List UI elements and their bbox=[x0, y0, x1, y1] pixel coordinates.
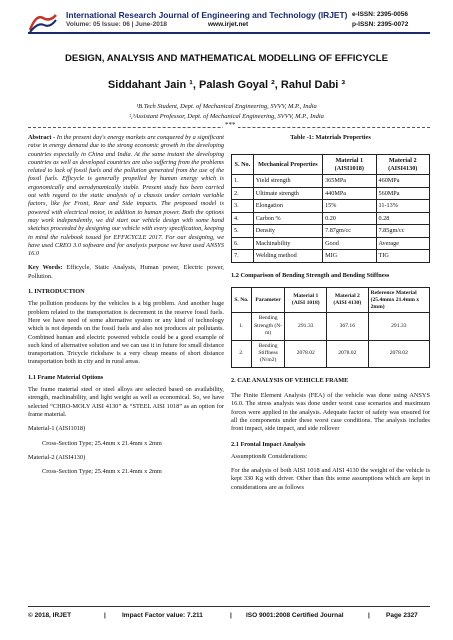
abstract bbox=[28, 134, 224, 258]
table-row bbox=[232, 187, 430, 200]
table-row bbox=[232, 212, 430, 225]
table-row bbox=[232, 200, 430, 213]
abstract-text: In the present day's energy markets are conquered by a significant raise in energy demand due to the strong economic growth in the developing countries especially in China and India. At the same instant the developing countries as well as developed countries are also suffering from the problems related to lack of fossil fuels and the pollution generated from the use of the fossil fuels. Efficycle is generally propelled by human energy which is ergonomically and aerodynamically stable. Present study has been carried out with regard to the static analysis of a chassis under certain variable factors, like for Front, Rear and Side impacts. The proposed model is powered with electrical motor, in addition to human power. Both the options may work independently, we did start our vehicle design with some hand sketches proceeded by designing our vehicle with every specification, keeping in mind the rulebook issued for EFFICYCLE 2017. For our designing, we have used CREO 3.0 software and for analysis purpose we have used ANSYS 16.0 bbox=[28, 134, 224, 258]
table-cell: TIG bbox=[376, 250, 429, 263]
footer-rule bbox=[28, 606, 430, 607]
table-cell: 7. bbox=[232, 250, 254, 263]
table-header-cell: S. No. bbox=[232, 287, 252, 312]
table-cell: 2078.02 bbox=[327, 340, 369, 367]
abstract-label: Abstract - bbox=[28, 134, 56, 141]
footer-separator: | bbox=[368, 612, 370, 619]
table-row bbox=[232, 175, 430, 188]
journal-header bbox=[0, 0, 453, 48]
table-1-caption: Table -1: Materials Properties bbox=[290, 134, 371, 141]
keywords bbox=[28, 264, 224, 281]
table-row bbox=[232, 340, 430, 367]
header-rule bbox=[28, 32, 430, 34]
table-cell: 15% bbox=[323, 200, 376, 213]
divider-stars: *** bbox=[225, 121, 236, 129]
frontal-heading: 2.1 Frontal Impact Analysis bbox=[231, 440, 306, 448]
table-row bbox=[232, 237, 430, 250]
material-2-label: Material-2 (AISI4130) bbox=[28, 453, 86, 461]
table-cell: 560MPa bbox=[376, 187, 429, 200]
material-2-spec: Cross-Section Type; 25.4mm x 21.4mm x 2mm bbox=[42, 468, 162, 476]
table-cell: 0.20 bbox=[323, 212, 376, 225]
table-header-cell: S. No. bbox=[232, 155, 254, 175]
table-cell: Bending Strength (N-m) bbox=[251, 313, 285, 340]
table-cell: 3. bbox=[232, 200, 254, 213]
affiliation-2: ²,³Assistant Professor, Dept. of Mechanical Engineering, SVVV, M.P., India bbox=[129, 113, 324, 120]
assumption-label: Assumption& Considerations: bbox=[231, 452, 308, 460]
table-cell: MIG bbox=[323, 250, 376, 263]
table-header-cell: Material 2 (AISI4130) bbox=[376, 155, 429, 175]
table-cell: Density bbox=[253, 225, 322, 238]
cae-text: The Finite Element Analysis (FEA) of the vehicle was done using ANSYS 16.0. The stress analysis was done under worst case scenarios and maximum forces were applied in the analysis. Adequate factor of safety was ensured for all the components under these worst case conditions. The analysis includes front impact, side impact, and side rollover bbox=[231, 392, 430, 433]
table-cell: 2. bbox=[232, 187, 254, 200]
table-cell: 1. bbox=[232, 313, 252, 340]
table-cell: 6. bbox=[232, 237, 254, 250]
intro-text: The pollution produces by the vehicles is a big problem. And another huge problem related to the transportation is decrement in the reserve fossil fuels. Here we have need of some alternative system or any kind of technology which is not depends on the fossil fuels and also not produces air pollutants. Combined human and electric powered vehicle could be a good example of such kind of alternative solution and we can use it in future for small distance transportation. Tricycle rickshaw is a very cheap means of short distance transportation both in city and in rural areas. bbox=[28, 300, 224, 366]
table-cell: 291.33 bbox=[368, 313, 429, 340]
table-header-cell: Material 2 (AISI 4130) bbox=[327, 287, 369, 312]
table-cell: Machinability bbox=[253, 237, 322, 250]
journal-title: International Research Journal of Engineering and Technology (IRJET) bbox=[66, 10, 348, 20]
table-cell: 7.85gm/cc bbox=[376, 225, 429, 238]
table-cell: 367.16 bbox=[327, 313, 369, 340]
right-column bbox=[231, 134, 430, 498]
table-row bbox=[232, 313, 430, 340]
paper-title: DESIGN, ANALYSIS AND MATHEMATICAL MODELLING OF EFFICYCLE bbox=[65, 53, 388, 64]
table-cell: Ultimate strength bbox=[253, 187, 322, 200]
table-cell: Carbon % bbox=[253, 212, 322, 225]
table-2-heading: 1.2 Comparison of Bending Strength and Bending Stiffness bbox=[231, 271, 390, 279]
table-header-cell: Parameter bbox=[251, 287, 285, 312]
table-cell: 0.28 bbox=[376, 212, 429, 225]
table-header-cell: Reference Material (25.4mmx 21.4mm x 2mm) bbox=[368, 287, 429, 312]
keywords-text: Efficycle, Static Analysis, Human power, Electric power, Pollution. bbox=[28, 264, 224, 280]
table-row bbox=[232, 250, 430, 263]
table-header-cell: Mechanical Properties bbox=[253, 155, 322, 175]
table-cell: 291.33 bbox=[285, 313, 327, 340]
table-row bbox=[232, 225, 430, 238]
table-cell: Bending Stiffness (N/m2) bbox=[251, 340, 285, 367]
table-header-row bbox=[232, 287, 430, 312]
paper-authors: Siddahant Jain ¹, Palash Goyal ², Rahul Dabi ³ bbox=[107, 79, 346, 91]
intro-heading: 1. INTRODUCTION bbox=[28, 288, 85, 296]
table-cell: 2078.02 bbox=[368, 340, 429, 367]
cae-heading: 2. CAE ANALYSIS OF VEHICLE FRAME bbox=[231, 376, 349, 384]
table-cell: 440MPa bbox=[323, 187, 376, 200]
material-1-label: Material-1 (AISI1018) bbox=[28, 425, 86, 433]
irjet-logo-icon bbox=[28, 12, 58, 34]
journal-volume: Volume: 05 Issue: 06 | June-2018 bbox=[66, 21, 168, 28]
table-header-cell: Material 1 (AISI 1018) bbox=[285, 287, 327, 312]
frame-text: The frame material steel or steel alloys are selected based on availability, strength, machinability, and light weight as well as economical. So, we have selected “CHRO-MOLY AISI 4130” & “STEEL AISI 1018” as an option for frame material. bbox=[28, 386, 224, 418]
pissn: p-ISSN: 2395-0072 bbox=[352, 21, 409, 28]
bending-comparison-table bbox=[231, 287, 430, 368]
table-cell: 5. bbox=[232, 225, 254, 238]
materials-properties-table bbox=[231, 154, 430, 262]
footer-iso: ISO 9001:2008 Certified Journal bbox=[246, 612, 344, 619]
keywords-label: Key Words: bbox=[28, 264, 63, 272]
eissn: e-ISSN: 2395-0056 bbox=[352, 11, 409, 18]
footer-separator: | bbox=[104, 612, 106, 619]
journal-website: www.irjet.net bbox=[208, 21, 249, 28]
table-cell: 365MPa bbox=[323, 175, 376, 188]
footer-page: Page 2327 bbox=[386, 612, 418, 619]
frame-heading: 1.1 Frame Material Options bbox=[28, 373, 104, 381]
table-cell: 2078.02 bbox=[285, 340, 327, 367]
material-1-spec: Cross-Section Type; 25.4mm x 21.4mm x 2mm bbox=[42, 439, 162, 447]
table-cell: 2. bbox=[232, 340, 252, 367]
table-cell: 4. bbox=[232, 212, 254, 225]
table-cell: Yield strength bbox=[253, 175, 322, 188]
frontal-text: For the analysis of both AISI 1018 and AISI 4130 the weight of the vehicle is kept 330 Kg with driver. Other than this some assumptions which are kept in considerations are as follows bbox=[231, 467, 430, 491]
table-header-cell: Material 1 (AISI1018) bbox=[323, 155, 376, 175]
table-cell: Elongation bbox=[253, 200, 322, 213]
affiliation-1: ¹B.Tech Student, Dept. of Mechanical Engineering, SVVV, M.P., India bbox=[136, 103, 317, 110]
footer-copyright: © 2018, IRJET bbox=[28, 612, 72, 619]
table-cell: Welding method bbox=[253, 250, 322, 263]
left-column bbox=[28, 134, 224, 482]
table-cell: 7.87gm/cc bbox=[323, 225, 376, 238]
table-cell: 460MPa bbox=[376, 175, 429, 188]
table-cell: 1. bbox=[232, 175, 254, 188]
table-cell: Good bbox=[323, 237, 376, 250]
table-header-row bbox=[232, 155, 430, 175]
table-cell: 11-13% bbox=[376, 200, 429, 213]
table-cell: Average bbox=[376, 237, 429, 250]
footer-separator: | bbox=[230, 612, 232, 619]
footer-impact-factor: Impact Factor value: 7.211 bbox=[122, 612, 203, 619]
